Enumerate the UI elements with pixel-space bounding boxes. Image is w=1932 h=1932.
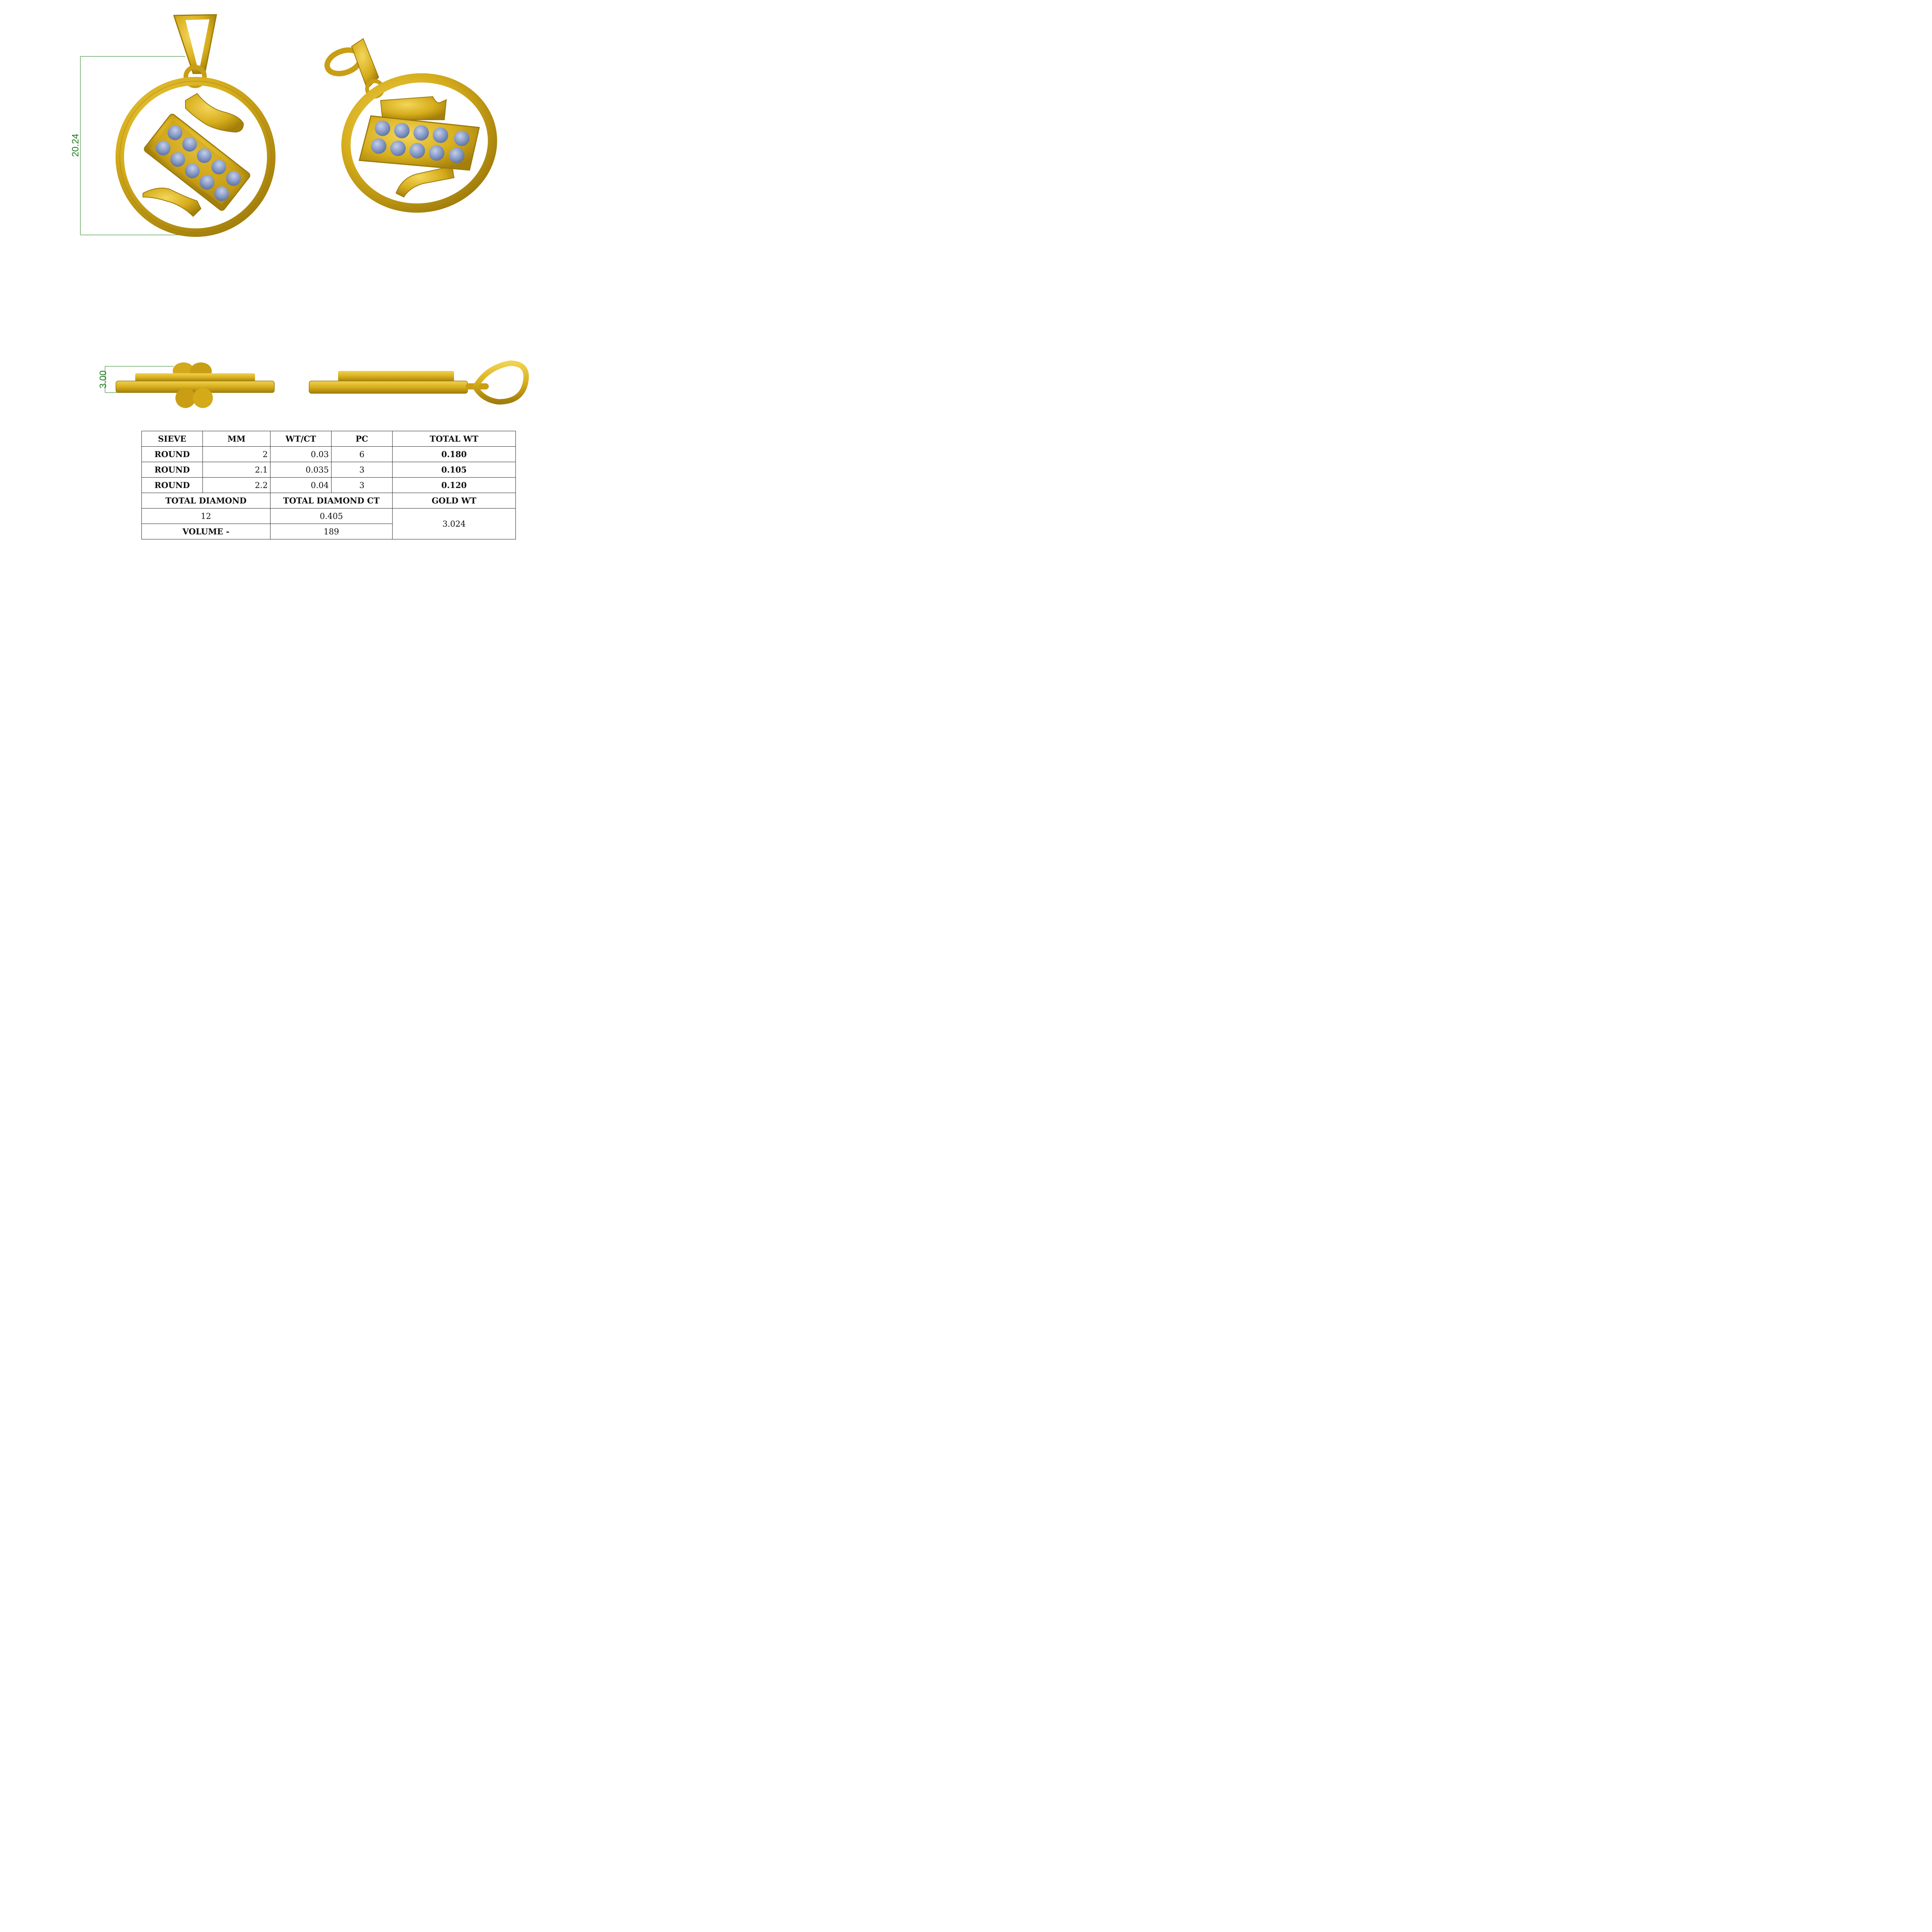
table-header-row [142,431,516,447]
cell-sieve: ROUND [142,447,203,462]
lower-curve [396,166,454,197]
total-diamond-label: TOTAL DIAMOND [142,493,270,509]
stone-plate [359,116,479,170]
gold-wt-value: 3.024 [393,509,516,539]
header-pc: PC [332,431,393,447]
cell-mm: 2.2 [203,478,270,493]
summary-label-row [142,493,516,509]
volume-value: 189 [270,524,393,539]
header-total-wt: TOTAL WT [393,431,516,447]
height-dimension-label: 20.24 [70,133,81,157]
front-view [70,8,286,243]
cell-wt-ct: 0.035 [270,462,332,478]
cell-pc: 6 [332,447,393,462]
cell-mm: 2.1 [203,462,270,478]
cell-mm: 2 [203,447,270,462]
bail [174,15,216,86]
upper-curve [185,94,243,132]
table-row [142,478,516,493]
gold-wt-label: GOLD WT [393,493,516,509]
bail-loop [475,363,526,402]
diamond-spec-table [141,431,516,539]
volume-label: VOLUME - [142,524,270,539]
cell-wt-ct: 0.03 [270,447,332,462]
header-mm: MM [203,431,270,447]
cell-pc: 3 [332,462,393,478]
cell-sieve: ROUND [142,478,203,493]
cell-total-wt: 0.105 [393,462,516,478]
total-diamond-ct-label: TOTAL DIAMOND CT [270,493,393,509]
table-row [142,447,516,462]
header-wt-ct: WT/CT [270,431,332,447]
cell-pc: 3 [332,478,393,493]
cell-total-wt: 0.120 [393,478,516,493]
table-row [142,462,516,478]
summary-value-row [142,509,516,524]
cell-total-wt: 0.180 [393,447,516,462]
thickness-dimension-label: 3.00 [98,370,109,389]
lower-curve [143,188,201,216]
upper-curve [381,97,446,120]
side-view-right [305,359,533,410]
cell-sieve: ROUND [142,462,203,478]
cell-wt-ct: 0.04 [270,478,332,493]
side-view-left [97,359,282,410]
total-diamond-value: 12 [142,509,270,524]
total-diamond-ct-value: 0.405 [270,509,393,524]
header-sieve: SIEVE [142,431,203,447]
perspective-view [317,31,506,232]
